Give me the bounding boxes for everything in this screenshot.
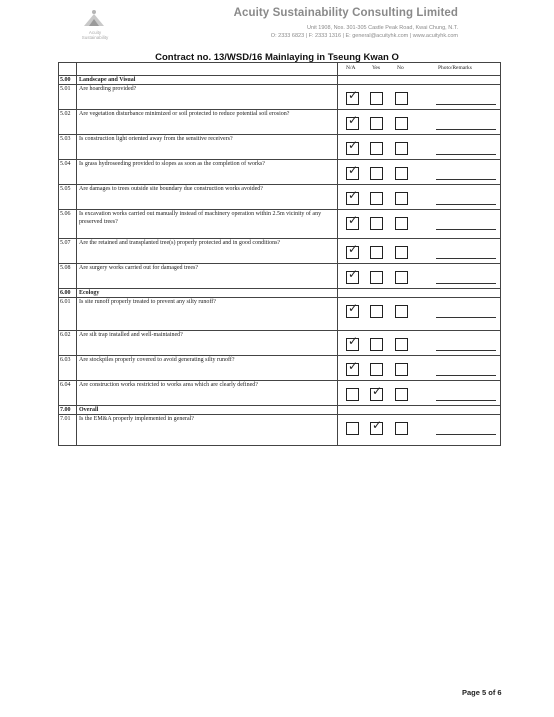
check-mark-icon: ✓ — [372, 384, 383, 398]
remarks-field[interactable] — [436, 204, 496, 205]
checkbox-yes[interactable] — [370, 92, 383, 105]
company-address: Unit 1908, Nos. 301-305 Castle Peak Road, Kwai Chung, N.T. — [306, 25, 458, 31]
checkbox-yes[interactable] — [370, 246, 383, 259]
item-number: 7.01 — [59, 415, 77, 446]
col-na-label: N/A — [346, 65, 356, 71]
section-number: 7.00 — [59, 406, 77, 415]
remarks-field[interactable] — [436, 129, 496, 130]
section-row — [59, 76, 501, 85]
remarks-field[interactable] — [436, 179, 496, 180]
checkbox-no[interactable] — [395, 246, 408, 259]
check-mark-icon: ✓ — [348, 163, 359, 177]
item-number: 6.02 — [59, 331, 77, 356]
item-number: 5.01 — [59, 85, 77, 110]
check-mark-icon: ✓ — [348, 267, 359, 281]
question-text: Are construction works restricted to works area which are clearly defined? — [77, 381, 338, 406]
checkbox-yes[interactable] — [370, 271, 383, 284]
col-no-label: No — [397, 65, 404, 71]
company-contact: O: 2333 6823 | F: 2333 1316 | E: general@acuityhk.com | www.acuityhk.com — [270, 33, 458, 39]
remarks-field[interactable] — [436, 229, 496, 230]
logo-wordmark: Acuity Sustainability — [81, 30, 109, 40]
question-text: Are hoarding provided? — [77, 85, 338, 110]
checkbox-na[interactable] — [346, 388, 359, 401]
checkbox-yes[interactable] — [370, 363, 383, 376]
checkbox-no[interactable] — [395, 271, 408, 284]
section-title: Ecology — [77, 289, 338, 298]
section-number: 5.00 — [59, 76, 77, 85]
section-row — [59, 289, 501, 298]
remarks-field[interactable] — [436, 434, 496, 435]
section-title: Landscape and Visual — [77, 76, 338, 85]
check-mark-icon: ✓ — [348, 113, 359, 127]
item-number: 5.06 — [59, 210, 77, 239]
checklist-table — [58, 62, 501, 446]
question-row — [59, 415, 501, 446]
question-text: Are damages to trees outside site boundary due construction works avoided? — [77, 185, 338, 210]
col-yes-label: Yes — [372, 65, 381, 71]
remarks-field[interactable] — [436, 350, 496, 351]
check-mark-icon: ✓ — [348, 334, 359, 348]
question-row — [59, 85, 501, 110]
item-number: 6.03 — [59, 356, 77, 381]
check-mark-icon: ✓ — [348, 242, 359, 256]
checkbox-no[interactable] — [395, 305, 408, 318]
question-text: Are surgery works carried out for damaged trees? — [77, 264, 338, 289]
item-number: 6.04 — [59, 381, 77, 406]
question-row — [59, 331, 501, 356]
question-row — [59, 264, 501, 289]
question-row — [59, 110, 501, 135]
question-row — [59, 210, 501, 239]
checkbox-no[interactable] — [395, 167, 408, 180]
question-row — [59, 239, 501, 264]
checkbox-no[interactable] — [395, 422, 408, 435]
company-name: Acuity Sustainability Consulting Limited — [233, 7, 458, 19]
checkbox-no[interactable] — [395, 142, 408, 155]
check-mark-icon: ✓ — [348, 213, 359, 227]
question-row — [59, 135, 501, 160]
question-text: Is construction light oriented away from the sensitive receivers? — [77, 135, 338, 160]
section-number: 6.00 — [59, 289, 77, 298]
remarks-field[interactable] — [436, 104, 496, 105]
checkbox-yes[interactable] — [370, 305, 383, 318]
question-text: Are silt trap installed and well-maintained? — [77, 331, 338, 356]
question-text: Is grass hydroseeding provided to slopes as soon as the completion of works? — [77, 160, 338, 185]
table-header-row — [59, 63, 501, 76]
check-mark-icon: ✓ — [372, 418, 383, 432]
section-row — [59, 406, 501, 415]
question-text: Are the retained and transplanted tree(s) properly protected and in good conditions? — [77, 239, 338, 264]
item-number: 5.03 — [59, 135, 77, 160]
checkbox-no[interactable] — [395, 338, 408, 351]
check-mark-icon: ✓ — [348, 359, 359, 373]
question-row — [59, 160, 501, 185]
question-row — [59, 381, 501, 406]
remarks-field[interactable] — [436, 258, 496, 259]
remarks-field[interactable] — [436, 400, 496, 401]
checkbox-no[interactable] — [395, 217, 408, 230]
question-row — [59, 185, 501, 210]
checkbox-yes[interactable] — [370, 167, 383, 180]
checkbox-no[interactable] — [395, 388, 408, 401]
question-text: Are vegetation disturbance minimized or soil protected to reduce potential soil erosion? — [77, 110, 338, 135]
page-number: Page 5 of 6 — [462, 688, 502, 697]
checkbox-yes[interactable] — [370, 142, 383, 155]
remarks-field[interactable] — [436, 375, 496, 376]
checkbox-na[interactable] — [346, 422, 359, 435]
question-row — [59, 356, 501, 381]
checkbox-no[interactable] — [395, 363, 408, 376]
checkbox-yes[interactable] — [370, 217, 383, 230]
question-text: Are stockpiles properly covered to avoid generating silty runoff? — [77, 356, 338, 381]
checkbox-yes[interactable] — [370, 117, 383, 130]
item-number: 6.01 — [59, 298, 77, 331]
item-number: 5.08 — [59, 264, 77, 289]
check-mark-icon: ✓ — [348, 88, 359, 102]
checkbox-no[interactable] — [395, 192, 408, 205]
question-text: Is site runoff properly treated to prevent any silty runoff? — [77, 298, 338, 331]
checkbox-yes[interactable] — [370, 192, 383, 205]
question-text: Is excavation works carried out manually instead of machinery operation within 2.5m vicinity of any preserved trees? — [77, 210, 338, 239]
question-text: Is the EM&A properly implemented in general? — [77, 415, 338, 446]
checkbox-no[interactable] — [395, 117, 408, 130]
check-mark-icon: ✓ — [348, 138, 359, 152]
remarks-field[interactable] — [436, 154, 496, 155]
item-number: 5.02 — [59, 110, 77, 135]
check-mark-icon: ✓ — [348, 301, 359, 315]
remarks-field[interactable] — [436, 317, 496, 318]
section-title: Overall — [77, 406, 338, 415]
item-number: 5.07 — [59, 239, 77, 264]
check-mark-icon: ✓ — [348, 188, 359, 202]
col-remarks-label: Photo/Remarks — [438, 65, 472, 71]
checkbox-no[interactable] — [395, 92, 408, 105]
remarks-field[interactable] — [436, 283, 496, 284]
question-row — [59, 298, 501, 331]
document-title: Contract no. 13/WSD/16 Mainlaying in Tseung Kwan O — [155, 52, 399, 63]
item-number: 5.04 — [59, 160, 77, 185]
item-number: 5.05 — [59, 185, 77, 210]
checkbox-yes[interactable] — [370, 338, 383, 351]
